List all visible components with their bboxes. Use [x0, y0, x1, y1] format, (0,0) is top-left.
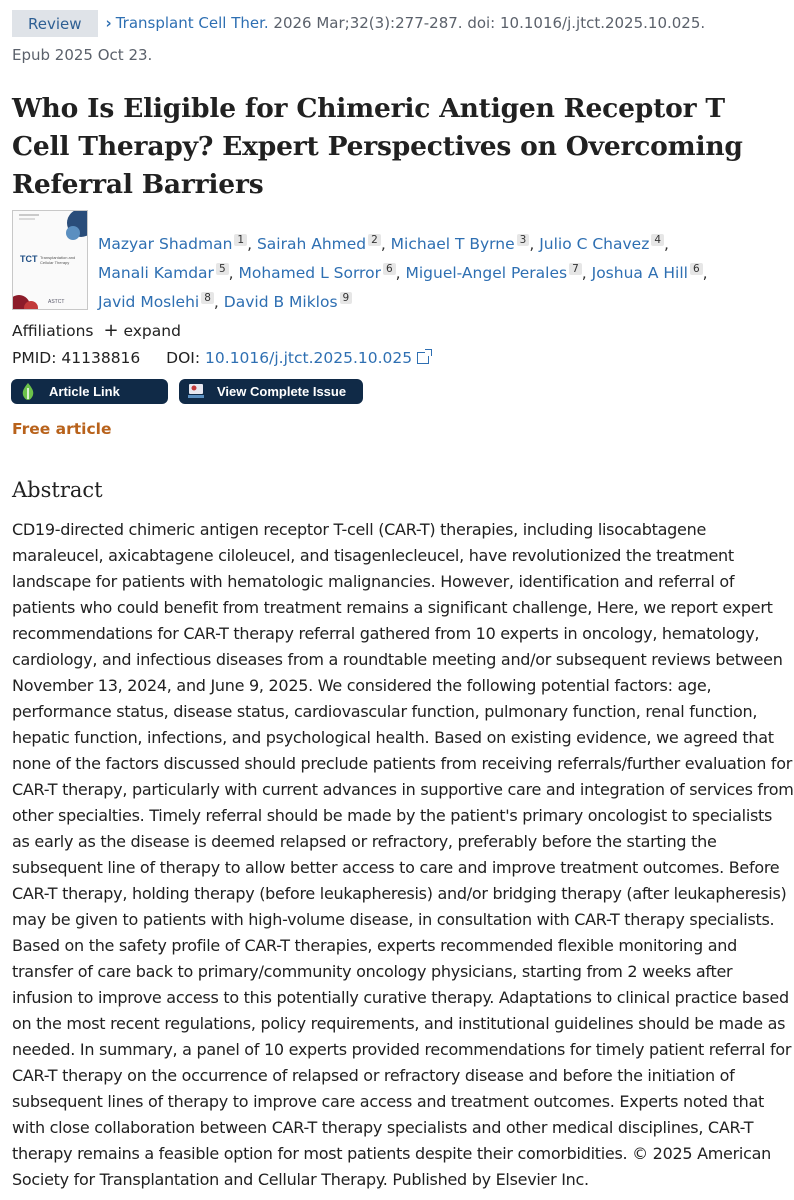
citation-header: [12, 10, 787, 37]
elsevier-leaf-icon: [18, 382, 38, 401]
doi-link[interactable]: 10.1016/j.jtct.2025.10.025: [205, 349, 413, 367]
affiliation-ref[interactable]: 8: [201, 292, 214, 304]
author-link[interactable]: David B Miklos: [223, 293, 338, 311]
author-link[interactable]: Javid Moslehi: [98, 293, 200, 311]
affiliations-label: Affiliations: [12, 322, 94, 340]
article-link-button[interactable]: [11, 379, 168, 404]
affiliation-ref[interactable]: 7: [569, 263, 582, 275]
affiliation-ref[interactable]: 6: [383, 263, 396, 275]
free-article-label: Free article: [12, 420, 112, 438]
affiliation-ref[interactable]: 2: [368, 234, 381, 246]
expand-label: expand: [123, 322, 181, 340]
pmid-label: PMID:: [12, 349, 57, 367]
pmid-value: 41138816: [61, 349, 141, 367]
authors-list: Mazyar Shadman $^1$ , Sairah Ahmed $^2$ , Michael T Byrne $^3$ , Julio C Chavez $^4$ , Manali Kamdar $^5$ , Mohamed L Sorror $^6$ , Miguel-Angel Perales $^7$ , Joshua A Hill $^6$ , Javid Moslehi $^8$ , David B Miklos $^9$: [98, 234, 708, 311]
cover-subtitle: Transplantation and Cellular Therapy: [40, 255, 76, 265]
author-link[interactable]: Mohamed L Sorror: [238, 264, 381, 282]
cover-publisher: ASTCT: [48, 299, 65, 305]
affiliation-ref[interactable]: 9: [340, 292, 353, 304]
affiliation-ref[interactable]: 5: [216, 263, 229, 275]
author-link[interactable]: Miguel-Angel Perales: [405, 264, 568, 282]
cover-abbrev: TCT: [20, 254, 38, 264]
chevron-right-icon: ›: [105, 14, 112, 32]
author-link[interactable]: Michael T Byrne: [390, 235, 515, 253]
abstract-heading: Abstract: [12, 478, 103, 502]
abstract-text: CD19-directed chimeric antigen receptor T-cell (CAR-T) therapies, including lisocabtagene maraleucel, axicabtagene ciloleucel, and tisagenlecleucel, have revolutionized the treatment landscape for patients with hematologic malignancies. However, identification and referral of patients who could benefit from treatment remains a significant challenge, Here, we report expert recommendations for CAR-T therapy referral gathered from 10 experts in oncology, hematology, cardiology, and infectious diseases from a roundtable meeting and/or subsequent reviews between November 13, 2024, and June 9, 2025. We considered the following potential factors: age, performance status, disease status, cardiovascular function, pulmonary function, renal function, hepatic function, infections, and psychological health. Based on existing evidence, we agreed that none of the factors discussed should preclude patients from receiving referrals/further evaluation for CAR-T therapy, particularly with current advances in supportive care and integration of services from other specialties. Timely referral should be made by the patient's primary oncologist to specialists as early as the disease is deemed relapsed or refractory, preferably before the starting the subsequent line of therapy to allow better access to care and improve treatment outcomes. Before CAR-T therapy, holding therapy (before leukapheresis) and/or bridging therapy (after leukapheresis) may be given to patients with high-volume disease, in consultation with CAR-T therapy specialists. Based on the safety profile of CAR-T therapies, experts recommended flexible monitoring and transfer of care back to primary/community oncology physicians, starting from 2 weeks after infusion to improve access to this potentially curative therapy. Adaptations to clinical practice based on the most recent regulations, policy requirements, and institutional guidelines should be made as needed. In summary, a panel of 10 experts provided recommendations for timely patient referral for CAR-T therapy on the occurrence of relapsed or refractory disease and before the initiation of subsequent lines of therapy to improve care access and treatment outcomes. Experts noted that with close collaboration between CAR-T therapy specialists and other medical disciplines, CAR-T therapy remains a feasible option for most patients despite their comorbidities. © 2025 American Society for Transplantation and Cellular Therapy. Published by Elsevier Inc.: [12, 520, 794, 1189]
affiliation-ref[interactable]: 3: [517, 234, 530, 246]
doi-label: DOI:: [166, 349, 201, 367]
epub-date: Epub 2025 Oct 23.: [12, 46, 153, 64]
citation-details: 2026 Mar;32(3):277-287. doi: 10.1016/j.jtct.2025.10.025.: [268, 14, 706, 32]
article-type-badge: Review: [12, 10, 98, 37]
affiliation-ref[interactable]: 1: [234, 234, 247, 246]
article-title: Who Is Eligible for Chimeric Antigen Receptor T Cell Therapy? Expert Perspectives on Overcoming Referral Barriers: [12, 93, 743, 200]
affiliations-toggle[interactable]: [12, 320, 181, 341]
article-link-label: Article Link: [49, 384, 120, 399]
view-issue-label: View Complete Issue: [217, 384, 347, 399]
identifiers: [12, 349, 429, 367]
author-link[interactable]: Sairah Ahmed: [256, 235, 367, 253]
external-link-icon[interactable]: [417, 352, 429, 364]
plus-icon: +: [103, 320, 119, 341]
citation-line: [98, 14, 706, 32]
issue-book-icon: [186, 382, 206, 401]
author-link[interactable]: Manali Kamdar: [98, 264, 214, 282]
author-link[interactable]: Mazyar Shadman: [98, 235, 233, 253]
journal-cover-thumbnail[interactable]: [12, 210, 88, 310]
author-link[interactable]: Julio C Chavez: [539, 235, 650, 253]
journal-link[interactable]: Transplant Cell Ther.: [115, 14, 269, 32]
author-link[interactable]: Joshua A Hill: [591, 264, 688, 282]
affiliation-ref[interactable]: 4: [651, 234, 664, 246]
view-issue-button[interactable]: [179, 379, 363, 404]
affiliation-ref[interactable]: 6: [690, 263, 703, 275]
